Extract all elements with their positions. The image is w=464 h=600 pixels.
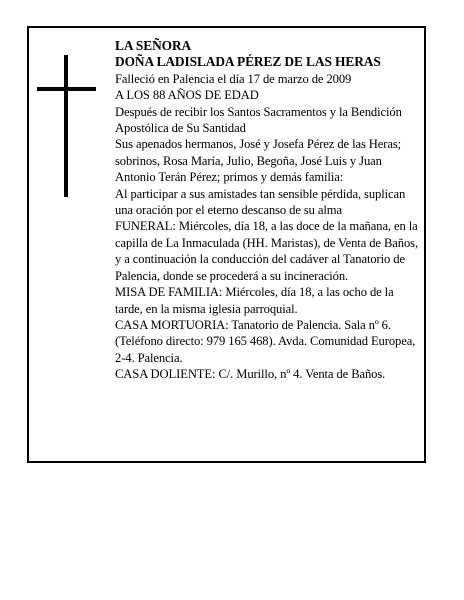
mourning-house-paragraph: CASA DOLIENTE: C/. Murillo, nº 4. Venta de Baños. <box>115 367 386 382</box>
sacraments-paragraph: Después de recibir los Santos Sacramentos y la Bendición Apostólica de Su Santidad <box>115 104 402 136</box>
obituary-text <box>115 38 420 383</box>
family-mass-paragraph: MISA DE FAMILIA: Miércoles, día 18, a las ocho de la tarde, en la misma iglesia parroquial. <box>115 285 394 316</box>
obituary-title: LA SEÑORA <box>115 38 192 53</box>
age-line: A LOS 88 AÑOS DE EDAD <box>115 88 259 103</box>
funeral-paragraph: FUNERAL: Miércoles, día 18, a las doce de la mañana, en la capilla de La Inmaculada (HH. Maristas), de Venta de Baños, y a continuación la conducción del cadáver al Tanatorio de Palencia, donde se procederá a su incineración. <box>115 219 419 283</box>
cross-horizontal-bar <box>37 87 96 91</box>
deceased-name: DOÑA LADISLADA PÉREZ DE LAS HERAS <box>115 54 381 70</box>
mortuary-paragraph: CASA MORTUORIA: Tanatorio de Palencia. Sala nº 6. (Teléfono directo: 979 165 468). Avda. Comunidad Europea, 2-4. Palencia. <box>115 317 416 365</box>
cross-vertical-bar <box>64 55 68 197</box>
prayer-request-paragraph: Al participar a sus amistades tan sensible pérdida, suplican una oración por el eterno descanso de su alma <box>115 186 406 218</box>
family-paragraph: Sus apenados hermanos, José y Josefa Pérez de las Heras; sobrinos, Rosa María, Julio, Begoña, José Luis y Juan Antonio Terán Pérez; primos y demás familia: <box>115 137 402 185</box>
death-notice: Falleció en Palencia el día 17 de marzo de 2009 <box>115 71 352 86</box>
